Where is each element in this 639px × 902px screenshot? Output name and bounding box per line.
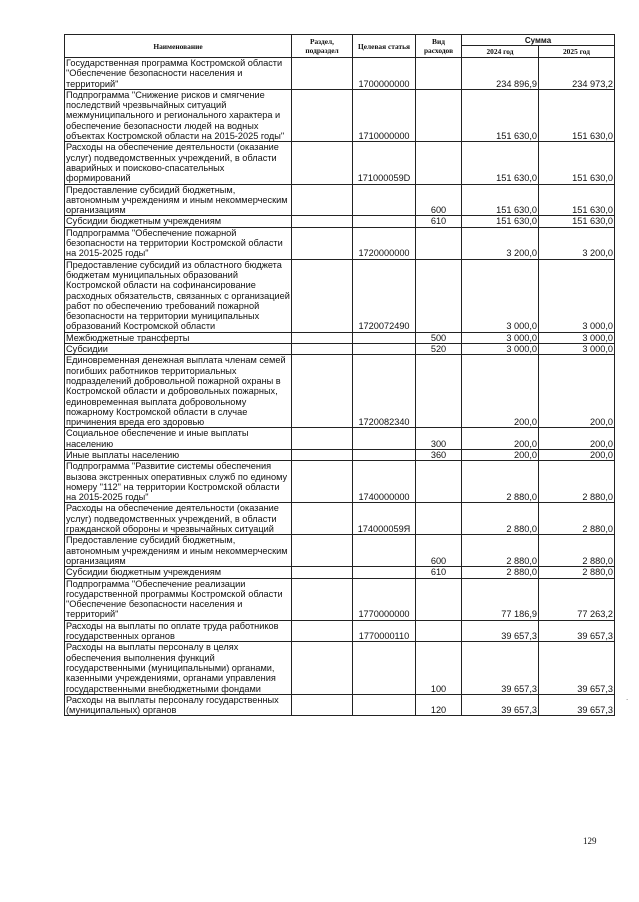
- cell-2025: 39 657,3: [539, 694, 615, 716]
- cell-2024: 3 000,0: [462, 344, 539, 355]
- cell-target: [353, 642, 416, 694]
- cell-section: [292, 89, 353, 141]
- cell-target: 1720072490: [353, 259, 416, 332]
- cell-2025: 200,0: [539, 355, 615, 428]
- table-row: [65, 620, 615, 642]
- cell-target: 1740000000: [353, 461, 416, 503]
- cell-section: [292, 142, 353, 184]
- cell-kind: [416, 620, 462, 642]
- table-body: [65, 58, 615, 716]
- cell-2024: 151 630,0: [462, 184, 539, 216]
- cell-kind: [416, 259, 462, 332]
- cell-target: 1710000000: [353, 89, 416, 141]
- cell-2024: 200,0: [462, 449, 539, 460]
- cell-2024: 77 186,9: [462, 578, 539, 620]
- cell-target: [353, 428, 416, 450]
- cell-name: Расходы на обеспечение деятельности (оказание услуг) подведомственных учреждений, в области гражданской обороны и чрезвычайных ситуаций: [65, 503, 292, 535]
- cell-2025: 151 630,0: [539, 184, 615, 216]
- cell-name: Субсидии: [65, 344, 292, 355]
- table-row: [65, 461, 615, 503]
- cell-name: Межбюджетные трансферты: [65, 332, 292, 343]
- cell-2025: 39 657,3: [539, 620, 615, 642]
- cell-2024: 200,0: [462, 355, 539, 428]
- table-row: [65, 535, 615, 567]
- table-row: [65, 332, 615, 343]
- budget-table: [64, 34, 615, 716]
- cell-target: 1700000000: [353, 58, 416, 90]
- cell-name: Подпрограмма "Обеспечение пожарной безопасности на территории Костромской области на 2015-2025 годы": [65, 227, 292, 259]
- cell-target: [353, 567, 416, 578]
- cell-target: 1720082340: [353, 355, 416, 428]
- cell-section: [292, 216, 353, 227]
- cell-section: [292, 461, 353, 503]
- cell-kind: 300: [416, 428, 462, 450]
- table-row: [65, 449, 615, 460]
- table-row: [65, 344, 615, 355]
- cell-2025: 3 000,0: [539, 259, 615, 332]
- cell-2025: 200,0: [539, 449, 615, 460]
- cell-kind: [416, 355, 462, 428]
- cell-target: [353, 184, 416, 216]
- cell-2024: 2 880,0: [462, 461, 539, 503]
- table-row: [65, 355, 615, 428]
- cell-section: [292, 259, 353, 332]
- table-row: [65, 503, 615, 535]
- cell-section: [292, 449, 353, 460]
- table-row: [65, 227, 615, 259]
- table-row: [65, 58, 615, 90]
- cell-2024: 39 657,3: [462, 694, 539, 716]
- table-row: [65, 259, 615, 332]
- cell-section: [292, 58, 353, 90]
- cell-name: Подпрограмма "Обеспечение реализации государственной программы Костромской области "Обеспечение безопасности населения и территорий": [65, 578, 292, 620]
- cell-section: [292, 620, 353, 642]
- header-year-2025: 2025 год: [539, 46, 615, 58]
- cell-target: [353, 449, 416, 460]
- cell-section: [292, 642, 353, 694]
- cell-section: [292, 332, 353, 343]
- cell-name: Расходы на выплаты по оплате труда работников государственных органов: [65, 620, 292, 642]
- cell-2025: 2 880,0: [539, 503, 615, 535]
- cell-name: Подпрограмма "Снижение рисков и смягчение последствий чрезвычайных ситуаций межмуниципального и регионального характера и обеспечение безопасности людей на водных объектах Костромской области на 2015-2025 годы": [65, 89, 292, 141]
- cell-section: [292, 227, 353, 259]
- cell-kind: 610: [416, 567, 462, 578]
- budget-sheet: [64, 34, 614, 716]
- cell-kind: 600: [416, 184, 462, 216]
- cell-kind: [416, 227, 462, 259]
- cell-section: [292, 694, 353, 716]
- cell-name: Социальное обеспечение и иные выплаты населению: [65, 428, 292, 450]
- cell-target: 171000059D: [353, 142, 416, 184]
- cell-name: Расходы на выплаты персоналу в целях обеспечения выполнения функций государственными (муниципальными) органами, казенными учреждениями, органами управления государственными внебюджетными фондами: [65, 642, 292, 694]
- cell-2024: 3 000,0: [462, 259, 539, 332]
- table-row: [65, 428, 615, 450]
- cell-kind: 600: [416, 535, 462, 567]
- cell-section: [292, 578, 353, 620]
- cell-kind: [416, 503, 462, 535]
- cell-2025: 151 630,0: [539, 89, 615, 141]
- header-name: Наименование: [65, 35, 292, 58]
- cell-2024: 39 657,3: [462, 642, 539, 694]
- cell-kind: [416, 578, 462, 620]
- cell-kind: [416, 461, 462, 503]
- cell-section: [292, 428, 353, 450]
- cell-kind: 610: [416, 216, 462, 227]
- cell-2024: 151 630,0: [462, 142, 539, 184]
- margin-mark: .: [626, 693, 629, 702]
- cell-kind: [416, 58, 462, 90]
- cell-target: 1770000110: [353, 620, 416, 642]
- page-number: 129: [583, 836, 597, 846]
- cell-2024: 39 657,3: [462, 620, 539, 642]
- cell-2025: 151 630,0: [539, 142, 615, 184]
- table-row: [65, 567, 615, 578]
- cell-2025: 151 630,0: [539, 216, 615, 227]
- cell-target: 1720000000: [353, 227, 416, 259]
- cell-kind: 360: [416, 449, 462, 460]
- cell-2024: 151 630,0: [462, 89, 539, 141]
- cell-name: Предоставление субсидий бюджетным, автономным учреждениям и иным некоммерческим организациям: [65, 535, 292, 567]
- header-section: Раздел, подраздел: [292, 35, 353, 58]
- cell-name: Подпрограмма "Развитие системы обеспечения вызова экстренных оперативных служб по единому номеру "112" на территории Костромской области на 2015-2025 годы": [65, 461, 292, 503]
- cell-2025: 3 200,0: [539, 227, 615, 259]
- cell-target: [353, 216, 416, 227]
- cell-name: Расходы на обеспечение деятельности (оказание услуг) подведомственных учреждений, в области аварийных и поисково-спасательных формирований: [65, 142, 292, 184]
- table-row: [65, 184, 615, 216]
- table-row: [65, 89, 615, 141]
- cell-2025: 77 263,2: [539, 578, 615, 620]
- cell-2024: 200,0: [462, 428, 539, 450]
- cell-2024: 3 000,0: [462, 332, 539, 343]
- table-row: [65, 578, 615, 620]
- table-row: [65, 694, 615, 716]
- cell-kind: 120: [416, 694, 462, 716]
- cell-name: Субсидии бюджетным учреждениям: [65, 216, 292, 227]
- cell-2025: 2 880,0: [539, 461, 615, 503]
- cell-2025: 200,0: [539, 428, 615, 450]
- cell-name: Предоставление субсидий из областного бюджета бюджетам муниципальных образований Костромской области на софинансирование расходных обязательств, связанных с организацией работ по обеспечению требований пожарной безопасности на территории муниципальных образований Костромской области: [66, 259, 290, 332]
- cell-2024: 151 630,0: [462, 216, 539, 227]
- cell-section: [292, 535, 353, 567]
- cell-section: [292, 344, 353, 355]
- cell-kind: 100: [416, 642, 462, 694]
- cell-target: 174000059Я: [353, 503, 416, 535]
- cell-section: [292, 567, 353, 578]
- header-kind: Вид расходов: [416, 35, 462, 58]
- cell-2025: 234 973,2: [539, 58, 615, 90]
- cell-2024: 2 880,0: [462, 503, 539, 535]
- cell-2025: 3 000,0: [539, 344, 615, 355]
- cell-target: [353, 694, 416, 716]
- header-row: [65, 35, 615, 46]
- header-sum: Сумма: [462, 35, 615, 46]
- cell-kind: [416, 142, 462, 184]
- cell-2025: 39 657,3: [539, 642, 615, 694]
- table-row: [65, 216, 615, 227]
- cell-2025: 2 880,0: [539, 567, 615, 578]
- cell-target: [353, 332, 416, 343]
- cell-2024: 2 880,0: [462, 567, 539, 578]
- cell-name: Предоставление субсидий бюджетным, автономным учреждениям и иным некоммерческим организациям: [65, 184, 292, 216]
- cell-name: Единовременная денежная выплата членам семей погибших работников территориальных подразделений добровольной пожарной охраны в Костромской области и добровольных пожарных, единовременная выплата добровольному пожарному Костромской области в случае причинения вреда его здоровью: [65, 355, 292, 428]
- header-target: Целевая статья: [353, 35, 416, 58]
- cell-name: Субсидии бюджетным учреждениям: [65, 567, 292, 578]
- cell-target: [353, 535, 416, 567]
- header-year-2024: 2024 год: [462, 46, 539, 58]
- cell-target: 1770000000: [353, 578, 416, 620]
- cell-2024: 3 200,0: [462, 227, 539, 259]
- cell-2024: 234 896,9: [462, 58, 539, 90]
- cell-name: Иные выплаты населению: [65, 449, 292, 460]
- cell-section: [292, 355, 353, 428]
- cell-section: [292, 184, 353, 216]
- table-row: [65, 142, 615, 184]
- cell-2025: 3 000,0: [539, 332, 615, 343]
- cell-kind: 500: [416, 332, 462, 343]
- cell-2025: 2 880,0: [539, 535, 615, 567]
- cell-kind: 520: [416, 344, 462, 355]
- cell-section: [292, 503, 353, 535]
- cell-2024: 2 880,0: [462, 535, 539, 567]
- cell-target: [353, 344, 416, 355]
- cell-name: Расходы на выплаты персоналу государственных (муниципальных) органов: [65, 694, 292, 716]
- cell-name: Государственная программа Костромской области "Обеспечение безопасности населения и территорий": [65, 58, 292, 90]
- cell-kind: [416, 89, 462, 141]
- table-row: [65, 642, 615, 694]
